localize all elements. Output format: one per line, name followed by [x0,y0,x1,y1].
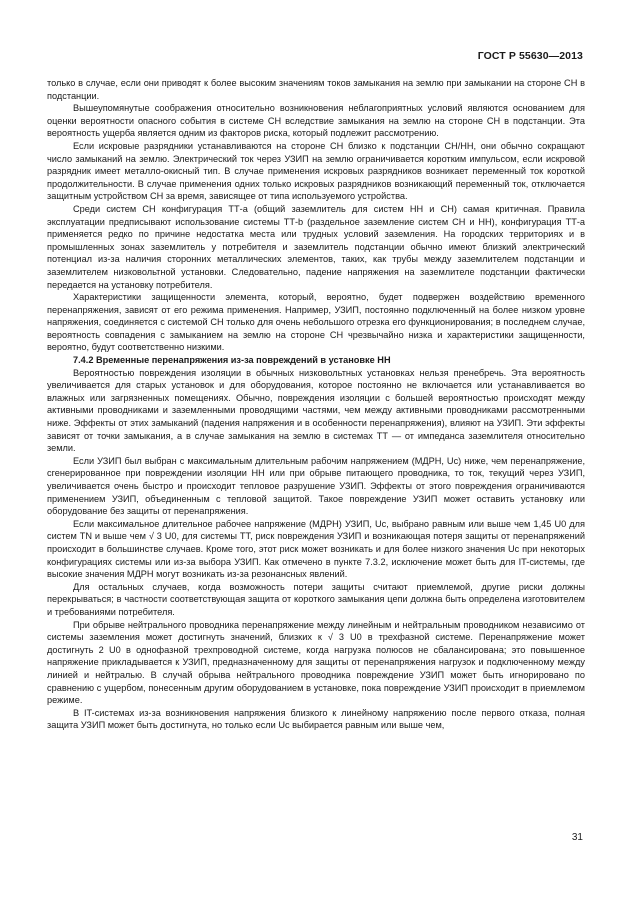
paragraph: Среди систем СН конфигурация ТТ-а (общий заземлитель для систем НН и СН) самая критичная. Правила эксплуатации предписывают использование системы ТТ-b (раздельное заземление систем СН и НН), конфигурация ТТ-а применяется редко по причине недостатка места или трудных условий заземления. На городских территориях и в промышленных зонах заземлитель у потребителя и заземлитель подстанции обычно имеют близкий электрический потенциал из-за наличия сторонних металлических элементов, таких, как трубы между заземлителем подстанции и заземлителем низковольтной установки. Следовательно, падение напряжения на заземлителе подстанции фактически передается на установку потребителя. [47,203,585,290]
paragraph: Характеристики защищенности элемента, который, вероятно, будет подвержен воздействию временного перенапряжения, зависят от его режима применения. Например, УЗИП, постоянно подключенный на более низком уровне напряжения, соединяется с системой СН только для очень небольшого отрезка его функционирования; в последнем случае, вероятность совпадения с замыканием на землю на стороне СН чрезвычайно низка и характеристики защищенности, вероятно, будут соответственно низкими. [47,292,585,353]
paragraph: Для остальных случаев, когда возможность потери защиты считают приемлемой, другие риски должны перекрываться; в частности соответствующая защита от короткого замыкания цепи должна быть определена изготовителем и требованиями потребителя. [47,581,585,617]
paragraph: Вышеупомянутые соображения относительно возникновения неблагоприятных условий являются основанием для оценки вероятности опасного события в системе СН вследствие замыкания на землю на стороне СН в подстанции. Эта вероятность ущерба является одним из факторов риска, который подлежит рассмотрению. [47,103,585,139]
paragraph: Если УЗИП был выбран с максимальным длительным рабочим напряжением (МДРН, Uc) ниже, чем перенапряжение, сгенерированное при повреждении изоляции НН или при обрыве питающего проводника, то ток, текущий через УЗИП, увеличивается очень быстро и происходит тепловое разрушение УЗИП. Эффекты от этого повреждения ограничиваются применением УЗИП, объединенным с тепловой защитой. Такое повреждение УЗИП может оставить установку или оборудование без защиты от перенапряжения. [47,455,585,517]
paragraph: Вероятностью повреждения изоляции в обычных низковольтных установках нельзя пренебречь. Эта вероятность увеличивается для старых установок и для оборудования, которое постоянно не включается или устанавливается во влажных или загрязненных помещениях. Обычно, повреждения изоляции с большей вероятностью происходят между активными проводниками и заземленными проводящими частями, чем между активными проводниками рассмотренными ниже. Эффекты от этих замыканий (падения напряжения и в особенности перенапряжения), влияют на УЗИП. Эти эффекты зависят от точки замыкания, а в случае замыкания на землю в системах ТТ — от импеданса заземлителя относительно земли. [47,367,585,454]
paragraph: Если искровые разрядники устанавливаются на стороне СН близко к подстанции СН/НН, они обычно сокращают число замыканий на землю. Электрический ток через УЗИП на землю ограничивается коротким импульсом, если искровой разрядник имеет металло-окисный тип. В случае применения искровых разрядников возникает переменный ток короткой продолжительности. В случае применения одних только искровых разрядников возникающий переменный ток, отключается защитным устройством СН за время, зависящее от типа используемого устройства. [47,140,585,202]
paragraph: только в случае, если они приводят к более высоким значениям токов замыкания на землю при замыкании на стороне СН в подстанции. [47,78,585,101]
paragraph: Если максимальное длительное рабочее напряжение (МДРН) УЗИП, Uc, выбрано равным или выше чем 1,45 U0 для систем TN и выше чем √ 3 U0, для системы ТТ, риск повреждения УЗИП и возникающая потеря защиты от перенапряжений происходит в большинстве случаев. Кроме того, этот риск может возникать и для более низкого значения Uc при некоторых конфигурациях системы или из-за выбора УЗИП. Как отмечено в пункте 7.3.2, исключение может быть для IT-системы, где высокие значения МДРН могут возникать из-за резонансных явлений. [47,518,585,580]
paragraph: В IT-системах из-за возникновения напряжения близкого к линейному напряжению после первого отказа, полная защита УЗИП может быть достигнута, но только если Uc выбирается равным или выше чем, [47,707,585,731]
page-number: 31 [571,832,583,843]
body-text [47,77,585,732]
section-heading: 7.4.2 Временные перенапряжения из-за повреждений в установке НН [73,355,391,366]
paragraph: При обрыве нейтрального проводника перенапряжение между линейным и нейтральным проводником независимо от системы заземления может достигнуть значений, близких к √ 3 U0 в трехфазной системе. Перенапряжение может достигнуть 2 U0 в однофазной трехпроводной системе, когда нагрузка полюсов не сбалансирована; это повышенное напряжение прикладывается к УЗИП, предназначенному для защиты от перенапряжения нагрузок и подключенному между линией и нейтралью. В случай обрыва нейтрального проводника повреждение УЗИП может быть игнорировано по сравнению с ущербом, понесенным другим оборудованием в установке, пока повреждение УЗИП происходит в приемлемом режиме. [47,619,585,706]
document-id-header: ГОСТ Р 55630—2013 [477,50,583,62]
